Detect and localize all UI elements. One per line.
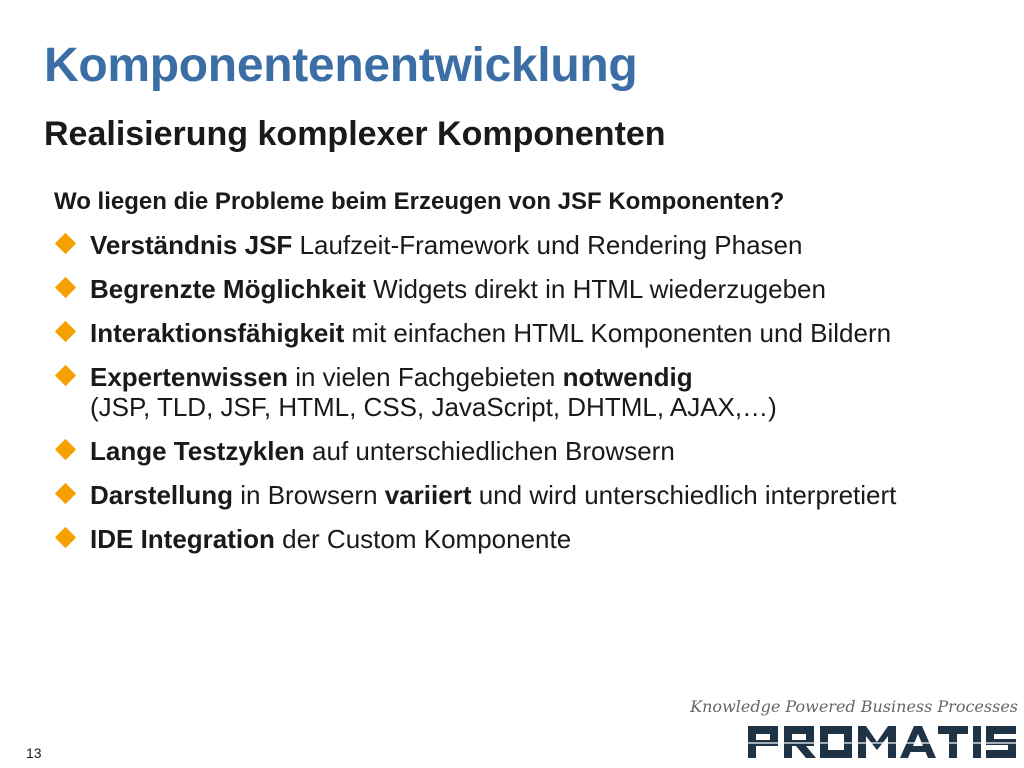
bullet-continuation: (JSP, TLD, JSF, HTML, CSS, JavaScript, DHTML, AJAX,…) <box>90 392 777 422</box>
bullet-text-2: und wird unterschiedlich interpretiert <box>471 480 897 510</box>
bullet-keyword: Verständnis JSF <box>90 230 293 260</box>
diamond-bullet-icon <box>55 439 76 460</box>
bullet-keyword: Begrenzte Möglichkeit <box>90 274 366 304</box>
bullet-text: Laufzeit-Framework und Rendering Phasen <box>292 230 803 260</box>
bullet-item <box>54 318 1004 348</box>
bullet-item <box>54 362 1004 422</box>
bullet-text: in Browsern <box>233 480 385 510</box>
bullet-keyword-2: variiert <box>384 480 472 510</box>
diamond-bullet-icon <box>55 277 76 298</box>
bullet-text: mit einfachen HTML Komponenten und Bildern <box>344 318 892 348</box>
bullet-item <box>54 436 1004 466</box>
promatis-logo-icon <box>748 722 1018 762</box>
diamond-bullet-icon <box>55 233 76 254</box>
bullet-keyword: Expertenwissen <box>90 362 288 392</box>
bullet-item <box>54 274 1004 304</box>
diamond-bullet-icon <box>55 321 76 342</box>
question-heading: Wo liegen die Probleme beim Erzeugen von JSF Komponenten? <box>54 188 785 215</box>
footer-tagline: Knowledge Powered Business Processes <box>690 697 1018 716</box>
diamond-bullet-icon <box>55 527 76 548</box>
bullet-list <box>54 230 1004 568</box>
bullet-keyword: Darstellung <box>90 480 234 510</box>
diamond-bullet-icon <box>55 365 76 386</box>
bullet-text: in vielen Fachgebieten <box>287 362 563 392</box>
page-number: 13 <box>26 745 42 761</box>
bullet-keyword: IDE Integration <box>90 524 275 554</box>
bullet-keyword-2: notwendig <box>562 362 693 392</box>
bullet-text: Widgets direkt in HTML wiederzugeben <box>365 274 826 304</box>
diamond-bullet-icon <box>55 483 76 504</box>
bullet-item <box>54 524 1004 554</box>
bullet-text: auf unterschiedlichen Browsern <box>304 436 675 466</box>
bullet-item <box>54 230 1004 260</box>
bullet-keyword: Interaktionsfähigkeit <box>90 318 345 348</box>
slide-title: Komponentenentwicklung <box>44 39 638 92</box>
bullet-keyword: Lange Testzyklen <box>90 436 305 466</box>
bullet-item <box>54 480 1004 510</box>
bullet-text: der Custom Komponente <box>274 524 572 554</box>
slide-subtitle: Realisierung komplexer Komponenten <box>44 115 666 153</box>
